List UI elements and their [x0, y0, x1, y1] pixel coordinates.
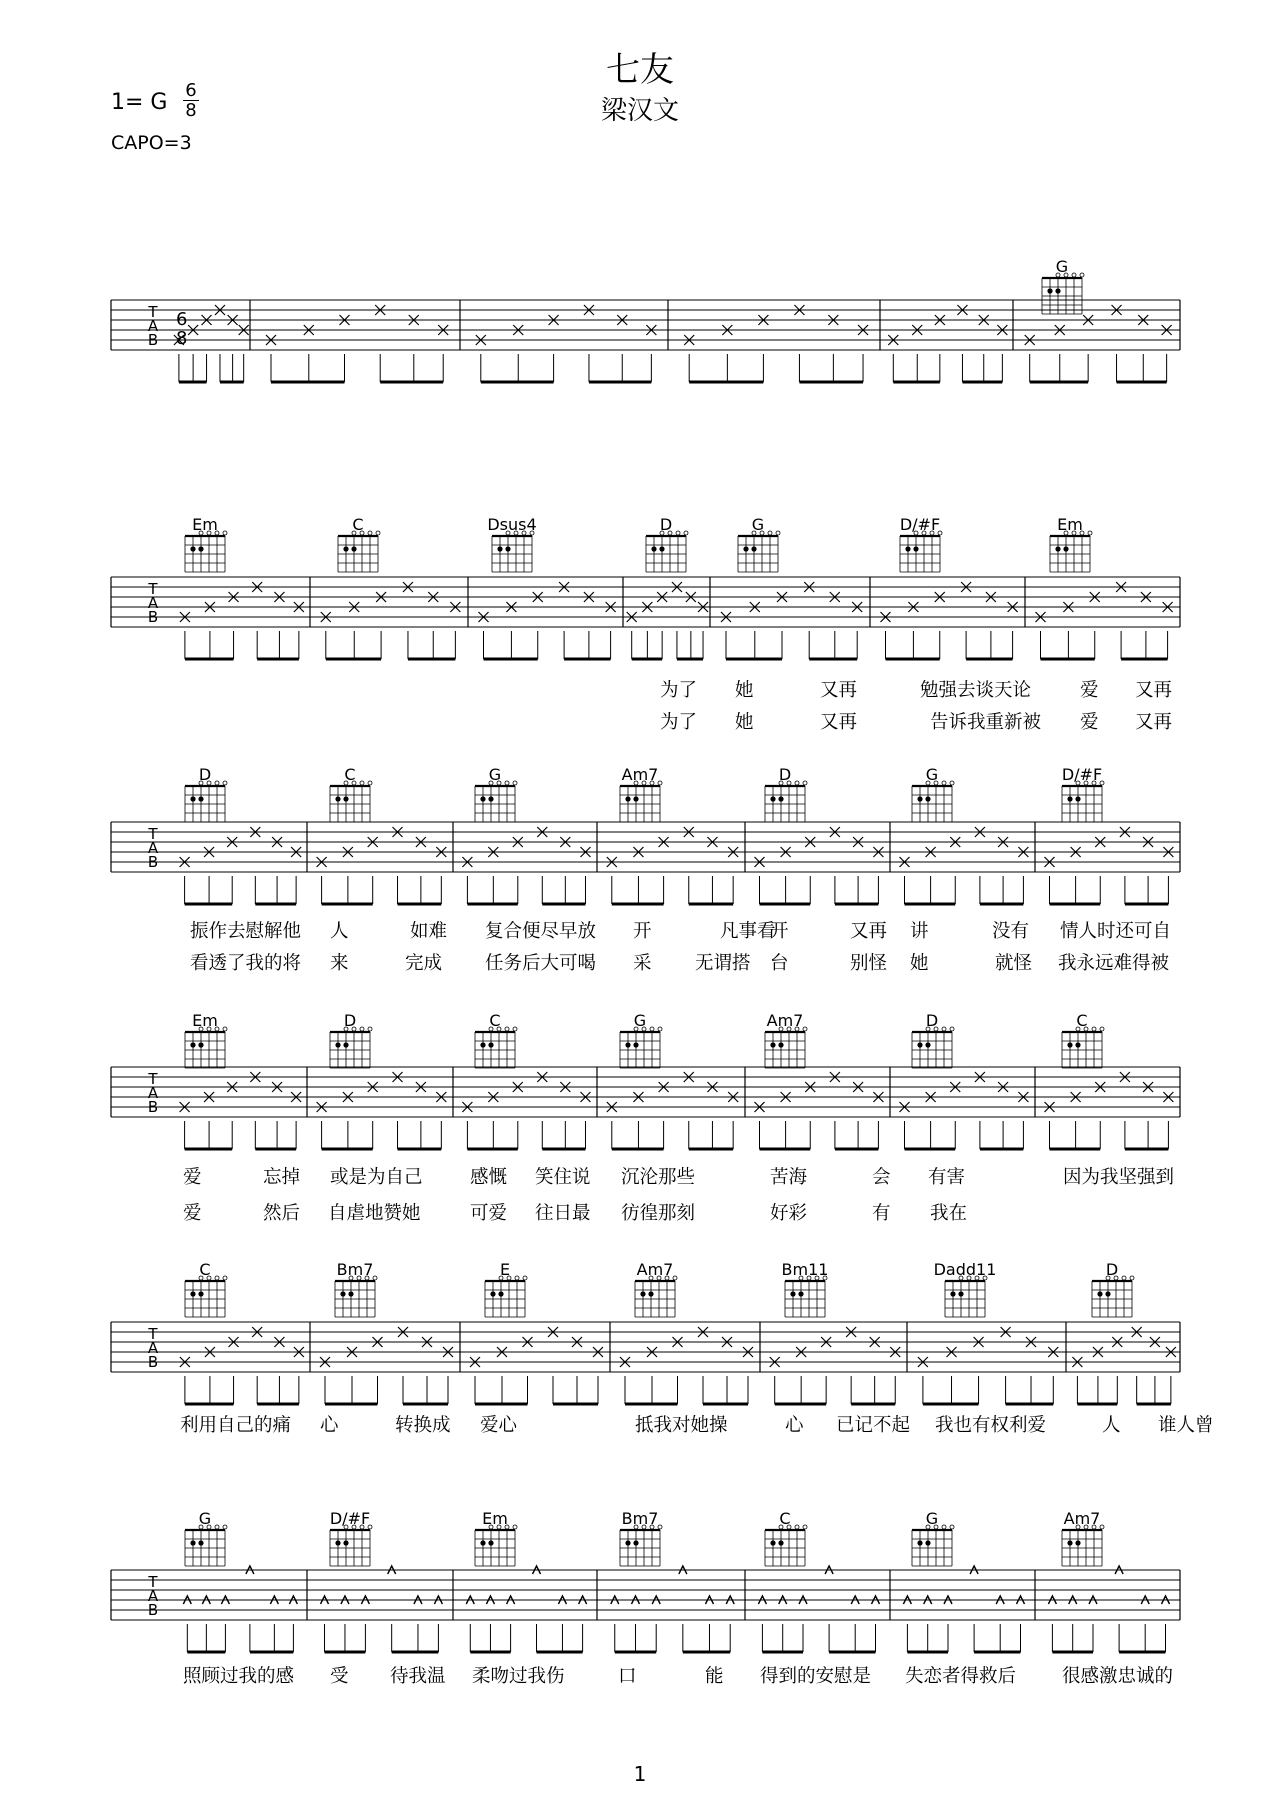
chord-name: D	[778, 765, 792, 784]
chord-name: G	[488, 765, 502, 784]
chord-name: C	[489, 1011, 501, 1030]
lyric-word: 开	[633, 921, 652, 942]
tab-clef-letter: A	[147, 1084, 159, 1102]
chord-name: D	[343, 1011, 357, 1030]
capo-marking: CAPO=3	[111, 132, 192, 154]
chord-name: Am7	[636, 1260, 674, 1279]
chord-name: Em	[482, 1509, 508, 1528]
artist-name: 梁汉文	[600, 96, 679, 126]
chord-name: G	[751, 515, 765, 534]
chord-diagram-d--f	[330, 1509, 372, 1566]
tab-clef-letter: A	[147, 1339, 159, 1357]
lyric-word: 她	[735, 680, 754, 701]
chord-name: G	[1055, 257, 1069, 276]
chord-name: D	[925, 1011, 939, 1030]
lyric-word: 完成	[405, 953, 443, 974]
lyric-word: 能	[705, 1666, 724, 1687]
key-signature: 1= G	[111, 90, 168, 115]
lyric-word: 可爱	[470, 1203, 508, 1224]
tab-clef-letter: T	[148, 1325, 158, 1343]
lyric-word: 照顾过我的感	[183, 1666, 295, 1687]
tab-clef-letter: B	[147, 1601, 159, 1619]
lyric-word: 勉强去谈天论	[920, 680, 1032, 701]
lyric-word: 又再	[850, 921, 888, 942]
chord-name: Bm11	[781, 1260, 829, 1279]
lyric-word: 爱	[183, 1167, 202, 1188]
lyric-word: 又再	[1135, 712, 1173, 733]
lyric-word: 失恋者得救后	[905, 1666, 1017, 1687]
chord-name: D/#F	[329, 1509, 371, 1528]
lyric-word: 人	[1102, 1415, 1121, 1436]
chord-diagram-am7	[1062, 1509, 1104, 1566]
chord-name: C	[1076, 1011, 1088, 1030]
chord-diagram-bm7	[620, 1509, 662, 1566]
lyric-word: 爱	[183, 1203, 202, 1224]
lyric-word: 有害	[928, 1167, 966, 1188]
chord-name: G	[633, 1011, 647, 1030]
lyric-word: 彷徨那刻	[621, 1203, 696, 1224]
lyric-word: 利用自己的痛	[180, 1415, 292, 1436]
lyric-word: 好彩	[770, 1203, 808, 1224]
lyric-word: 有	[872, 1203, 891, 1224]
lyric-word: 她	[735, 712, 754, 733]
tab-time-bottom: 8	[176, 328, 188, 349]
lyric-word: 往日最	[535, 1203, 591, 1224]
tab-clef-letter: B	[147, 331, 159, 349]
lyric-word: 或是为自己	[330, 1167, 423, 1188]
chord-diagram-em	[475, 1509, 517, 1566]
tab-clef-letter: T	[148, 303, 158, 321]
lyric-word: 我也有权利爱	[935, 1415, 1047, 1436]
chord-name: D	[198, 765, 212, 784]
lyric-word: 自虐地赞她	[328, 1203, 421, 1224]
lyric-word: 采	[633, 953, 652, 974]
tab-clef-letter: T	[148, 1070, 158, 1088]
tab-clef-letter: T	[148, 580, 158, 598]
chord-name: D/#F	[899, 515, 941, 534]
chord-name: D	[1105, 1260, 1119, 1279]
song-title: 七友	[606, 50, 674, 90]
lyric-word: 心	[320, 1415, 339, 1436]
lyric-word: 振作去慰解他	[190, 921, 302, 942]
tab-clef-letter: A	[147, 317, 159, 335]
lyric-word: 心	[785, 1415, 804, 1436]
lyric-word: 爱心	[480, 1415, 518, 1436]
lyric-word: 然后	[263, 1203, 301, 1224]
lyric-word: 复合便尽早放	[485, 921, 597, 942]
lyric-word: 爱	[1080, 712, 1099, 733]
lyric-word: 会	[872, 1167, 891, 1188]
lyric-word: 苦海	[770, 1167, 808, 1188]
lyric-word: 情人时还可自	[1060, 921, 1172, 942]
chord-name: Em	[192, 1011, 218, 1030]
lyric-word: 感慨	[470, 1167, 508, 1188]
lyric-word: 因为我坚强到	[1063, 1167, 1175, 1188]
chord-name: G	[925, 1509, 939, 1528]
lyric-word: 又再	[820, 712, 858, 733]
chord-name: Dsus4	[487, 515, 537, 534]
chord-diagram-g	[912, 1509, 954, 1566]
lyric-word: 台	[770, 953, 789, 974]
tab-clef-letter: T	[148, 1573, 158, 1591]
tab-clef-letter: B	[147, 608, 159, 626]
lyric-word: 告诉我重新被	[930, 712, 1042, 733]
lyric-word: 开	[770, 921, 789, 942]
lyric-word: 人	[330, 921, 349, 942]
tab-clef-letter: A	[147, 839, 159, 857]
tab-clef-letter: A	[147, 594, 159, 612]
time-signature-bottom: 8	[185, 100, 197, 121]
lyric-word: 凡事看	[720, 921, 776, 942]
lyric-word: 抵我对她操	[635, 1415, 728, 1436]
lyric-word: 我永远难得被	[1058, 953, 1170, 974]
lyric-word: 为了	[660, 680, 698, 701]
lyric-word: 看透了我的将	[190, 953, 302, 974]
lyric-word: 我在	[930, 1203, 968, 1224]
tab-clef-letter: A	[147, 1587, 159, 1605]
lyric-word: 她	[910, 953, 929, 974]
chord-diagram-c	[765, 1509, 807, 1566]
chord-name: Am7	[766, 1011, 804, 1030]
lyric-word: 待我温	[390, 1666, 446, 1687]
chord-name: D	[659, 515, 673, 534]
chord-diagram-g	[185, 1509, 227, 1566]
lyric-word: 很感激忠诚的	[1062, 1666, 1174, 1687]
lyric-word: 沉沦那些	[621, 1167, 696, 1188]
tab-clef-letter: B	[147, 1353, 159, 1371]
lyric-word: 受	[330, 1666, 349, 1687]
lyric-word: 柔吻过我伤	[472, 1666, 565, 1687]
tab-clef-letter: T	[148, 825, 158, 843]
chord-name: E	[499, 1260, 511, 1279]
lyric-word: 又再	[1135, 680, 1173, 701]
lyric-word: 如难	[410, 921, 448, 942]
lyric-word: 爱	[1080, 680, 1099, 701]
chord-name: D/#F	[1061, 765, 1103, 784]
tab-clef-letter: B	[147, 853, 159, 871]
lyric-word: 讲	[910, 921, 929, 942]
chord-name: G	[925, 765, 939, 784]
lyric-word: 来	[330, 953, 349, 974]
lyric-word: 口	[618, 1666, 637, 1687]
lyric-word: 已记不起	[836, 1415, 911, 1436]
chord-name: Bm7	[621, 1509, 659, 1528]
lyric-word: 无谓搭	[695, 953, 751, 974]
lyric-word: 得到的安慰是	[760, 1666, 872, 1687]
time-signature-top: 6	[185, 80, 197, 101]
chord-name: Em	[192, 515, 218, 534]
lyric-word: 谁人曾	[1158, 1415, 1214, 1436]
lyric-word: 任务后大可喝	[485, 953, 597, 974]
lyric-word: 忘掉	[263, 1167, 301, 1188]
lyric-word: 就怪	[995, 953, 1033, 974]
chord-name: C	[344, 765, 356, 784]
chord-name: Bm7	[336, 1260, 374, 1279]
page-number: 1	[633, 1762, 647, 1786]
chord-name: Am7	[1063, 1509, 1101, 1528]
chord-name: C	[779, 1509, 791, 1528]
chord-name: Am7	[621, 765, 659, 784]
lyric-word: 又再	[820, 680, 858, 701]
lyric-word: 笑住说	[535, 1167, 591, 1188]
lyric-word: 别怪	[850, 953, 888, 974]
lyric-word: 没有	[992, 921, 1030, 942]
lyric-word: 为了	[660, 712, 698, 733]
chord-name: Em	[1057, 515, 1083, 534]
tab-time-top: 6	[176, 309, 188, 330]
chord-name: G	[198, 1509, 212, 1528]
chord-name: C	[352, 515, 364, 534]
lyric-word: 转换成	[395, 1415, 451, 1436]
chord-name: Dadd11	[933, 1260, 997, 1279]
chord-name: C	[199, 1260, 211, 1279]
tab-clef-letter: B	[147, 1098, 159, 1116]
